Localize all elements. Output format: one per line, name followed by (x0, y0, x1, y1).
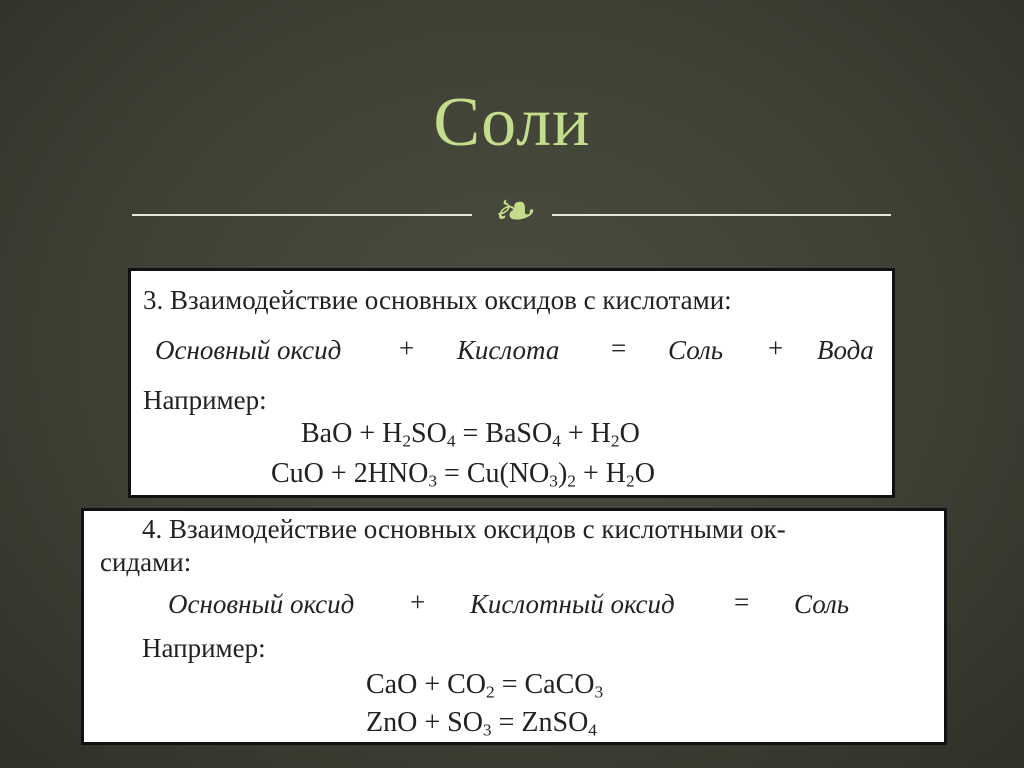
box2-scheme-equals: = (734, 587, 750, 617)
box2-heading-line2: сидами: (100, 547, 192, 577)
box1-equation-1: BaO + $H_2SO_4$ = BaSO$_4$ + $H_2O$ (301, 418, 640, 451)
box2-scheme-salt: Соль (794, 589, 850, 619)
floral-ornament-icon: ❧ (491, 183, 533, 239)
box2-scheme-basic-oxide: Основный оксид (168, 589, 355, 619)
reaction-box-oxides-with-acids (128, 268, 895, 498)
slide-title: Соли (433, 84, 591, 161)
title-divider-right (552, 214, 891, 216)
box2-scheme-acidic-oxide: Кислотный оксид (470, 589, 675, 619)
box1-scheme-water: Вода (817, 335, 874, 365)
box2-example-label: Например: (142, 633, 266, 663)
box1-scheme-plus-2: + (768, 333, 784, 363)
box1-scheme-basic-oxide: Основный оксид (155, 335, 342, 365)
reaction-box-oxides-with-acidic-oxides (81, 508, 947, 745)
box2-equation-1: CaO + $CO_2$ = CaCO$_3$ (366, 669, 604, 702)
box2-equation-2: ZnO + $SO_3$ = ZnSO$_4$ (366, 707, 597, 740)
box1-scheme-salt: Соль (668, 335, 724, 365)
box1-heading: 3. Взаимодействие основных оксидов с кислотами: (143, 285, 732, 315)
box2-scheme-plus: + (410, 587, 426, 617)
box1-scheme-acid: Кислота (457, 335, 560, 365)
title-divider-left (132, 214, 472, 216)
box1-example-label: Например: (143, 385, 267, 415)
box2-heading-line1: 4. Взаимодействие основных оксидов с кислотными ок- (142, 514, 786, 544)
box1-equation-2: CuO + $2HNO_3 = Cu(NO_3)_2 + H_2O$ (271, 458, 655, 491)
box1-scheme-equals: = (611, 333, 627, 363)
box1-scheme-plus: + (399, 333, 415, 363)
